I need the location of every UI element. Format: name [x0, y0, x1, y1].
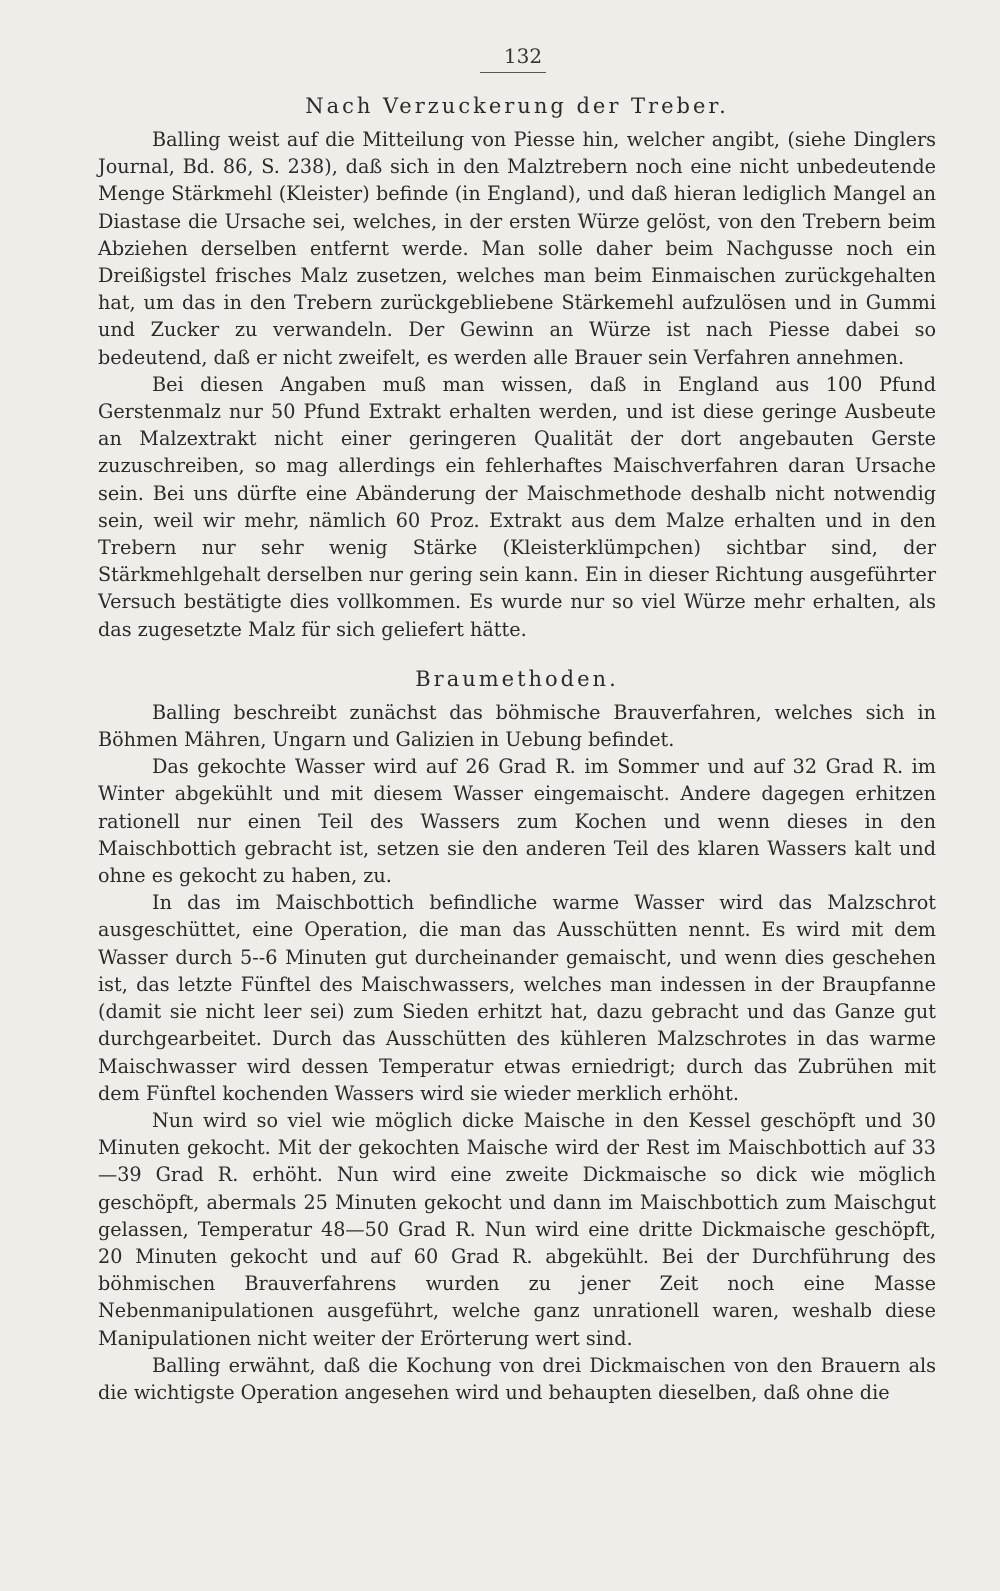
page-number-rule [480, 72, 546, 73]
paragraph-england-extract: Bei diesen Angaben muß man wissen, daß in England aus 100 Pfund Gerstenmalz nur 50 Pfund Extrakt erhalten werden, und ist diese geringe Ausbeute an Malzextrakt nicht einer geringeren Qualität der dort angebauten Gerste zuzuschreiben, so mag allerdings ein fehlerhaftes Maischverfahren daran Ursache sein. Bei uns dürfte eine Abänderung der Maischmethode deshalb nicht notwendig sein, weil wir mehr, nämlich 60 Proz. Extrakt aus dem Malze erhalten und in den Trebern nur sehr wenig Stärke (Kleisterklümpchen) sichtbar sind, der Stärkmehlgehalt derselben nur gering sein kann. Ein in dieser Richtung ausgeführter Versuch bestätigte dies vollkommen. Es wurde nur so viel Würze mehr erhalten, als das zugesetzte Malz für sich geliefert hätte. [98, 372, 936, 641]
section-heading-treber: Nach Verzuckerung der Treber. [305, 94, 729, 118]
page-number: 132 [503, 44, 543, 68]
page-body [98, 92, 936, 1406]
section-heading-braumethoden: Braumethoden. [415, 666, 619, 691]
paragraph-boehmisch-intro: Balling beschreibt zunächst das böhmische Brauverfahren, welches sich in Böhmen Mähren, Ungarn und Galizien in Uebung befindet. [98, 700, 936, 752]
paragraph-dickmaische: Nun wird so viel wie möglich dicke Maische in den Kessel geschöpft und 30 Minuten gekocht. Mit der gekochten Maische wird der Rest im Maischbottich auf 33—39 Grad R. erhöht. Nun wird eine zweite Dickmaische so dick wie möglich geschöpft, abermals 25 Minuten gekocht und dann im Maischbottich zum Maischgut gelassen, Temperatur 48—50 Grad R. Nun wird eine dritte Dickmaische geschöpft, 20 Minuten gekocht und auf 60 Grad R. abgekühlt. Bei der Durchführung des böhmischen Brauverfahrens wurden zu jener Zeit noch eine Masse Nebenmanipulationen ausgeführt, welche ganz unrationell waren, weshalb diese Manipulationen nicht weiter der Erörterung wert sind. [98, 1108, 936, 1350]
paragraph-piesse: Balling weist auf die Mitteilung von Piesse hin, welcher angibt, (siehe Dinglers Journal, Bd. 86, S. 238), daß sich in den Malztrebern noch eine nicht unbedeutende Menge Stärkmehl (Kleister) befinde (in England), und daß hieran lediglich Mangel an Diastase die Ursache sei, welches, in der ersten Würze gelöst, von den Trebern beim Abziehen derselben entfernt werde. Man solle daher beim Nachgusse noch ein Dreißigstel frisches Malz zusetzen, welches man beim Einmaischen zurückgehalten hat, um das in den Trebern zurückgebliebene Stärkemehl aufzulösen und in Gummi und Zucker zu verwandeln. Der Gewinn an Würze ist nach Piesse dabei so bedeutend, daß er nicht zweifelt, es werden alle Brauer sein Verfahren annehmen. [98, 128, 936, 369]
paragraph-water-temperature: Das gekochte Wasser wird auf 26 Grad R. im Sommer und auf 32 Grad R. im Winter abgekühlt und mit diesem Wasser eingemaischt. Andere dagegen erhitzen rationell nur einen Teil des Wassers zum Kochen und wenn dieses in den Maischbottich gebracht ist, setzen sie den anderen Teil des klaren Wassers kalt und ohne es gekocht zu haben, zu. [98, 755, 936, 888]
paragraph-ausschuetten: In das im Maischbottich befindliche warme Wasser wird das Malzschrot ausgeschüttet, eine Operation, die man das Ausschütten nennt. Es wird mit dem Wasser durch 5--6 Minuten gut durcheinander gemaischt, und wenn dies geschehen ist, das letzte Fünftel des Maischwassers, welches man indessen in der Braupfanne (damit sie nicht leer sei) zum Sieden erhitzt hat, dazu gebracht und das Ganze gut durchgearbeitet. Durch das Ausschütten des kühleren Malzschrotes in das warme Maischwasser wird dessen Temperatur etwas erniedrigt; durch das Zubrühen mit dem Fünftel kochenden Wassers wird sie wieder merklich erhöht. [98, 891, 936, 1105]
paragraph-kochung: Balling erwähnt, daß die Kochung von drei Dickmaischen von den Brauern als die wichtigste Operation angesehen wird und behaupten dieselben, daß ohne die [98, 1353, 936, 1404]
